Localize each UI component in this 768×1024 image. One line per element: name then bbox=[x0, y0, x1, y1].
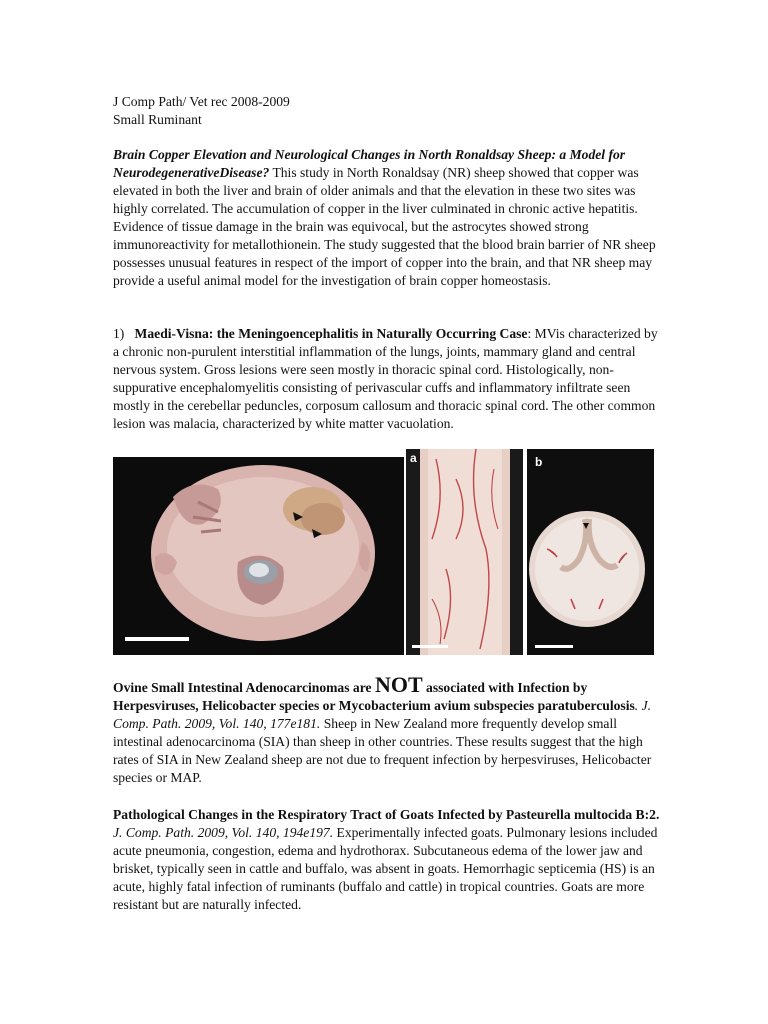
article-title-start: Ovine Small Intestinal Adenocarcinomas are bbox=[113, 680, 375, 695]
article-title-end: associated with Infection by Herpesviruses, Helicobacter species or Mycobacterium avium subspecies paratuberculosis bbox=[113, 680, 635, 713]
article-body: This study in North Ronaldsay (NR) sheep showed that copper was elevated in both the liver and brain of older animals and that the elevation in these two sites was highly correlated. The accumulation of copper in the liver culminated in chronic active hepatitis. Evidence of tissue damage in the brain was equivocal, but the astrocytes showed strong immunoreactivity for metallothionein. The study suggested that the blood brain barrier of NR sheep possesses unusual features in respect of the import of copper into the brain, and that NR sheep may provide a useful animal model for the investigation of brain copper homeostasis. bbox=[113, 165, 656, 288]
figure-label-b: b bbox=[535, 455, 543, 469]
document-header bbox=[113, 93, 661, 129]
figure-label-a: a bbox=[410, 451, 417, 465]
journal-line: J Comp Path/ Vet rec 2008-2009 bbox=[113, 94, 290, 109]
article-title: Pathological Changes in the Respiratory Tract of Goats Infected by Pasteurella multocida B:2. bbox=[113, 807, 660, 822]
article-ovine-sia bbox=[113, 672, 661, 787]
figure-brain-section-photo bbox=[113, 457, 404, 655]
article-brain-copper bbox=[113, 146, 661, 290]
article-body: : MVis characterized by a chronic non-purulent interstitial inflammation of the lungs, joints, mammary gland and central nervous system. Gross lesions were seen mostly in thoracic spinal cord. Histologically, non-suppurative encephalomyelitis consisting of perivascular cuffs and inflammatory infiltrate seen mostly in the cerebellar peduncles, corposum callosum and thoracic spinal cord. The other common lesion was malacia, characterized by white matter vacuolation. bbox=[113, 326, 658, 431]
article-citation: . J. Comp. Path. 2009, Vol. 140, 177e181. bbox=[113, 698, 652, 731]
list-number: 1) bbox=[113, 326, 125, 341]
article-maedi-visna bbox=[113, 325, 661, 433]
figure-cord-cross-section-photo bbox=[527, 449, 654, 655]
article-title-emphasis: NOT bbox=[374, 672, 423, 697]
article-goat-pasteurella bbox=[113, 806, 661, 914]
article-body: Experimentally infected goats. Pulmonary lesions included acute pneumonia, congestion, edema and hydrothorax. Subcutaneous edema of the lower jaw and brisket, typically seen in cattle and buffalo, was absent in goats. Hemorrhagic septicemia (HS) is an acute, highly fatal infection of ruminants (buffalo and cattle) in tropical countries. Goats are more resistant but are naturally infected. bbox=[113, 825, 658, 912]
section-line: Small Ruminant bbox=[113, 112, 202, 127]
article-citation: J. Comp. Path. 2009, Vol. 140, 194e197. bbox=[113, 825, 334, 840]
article-body: Sheep in New Zealand more frequently develop small intestinal adenocarcinoma (SIA) than sheep in other countries. These results suggest that the high rates of SIA in New Zealand sheep are not due to frequent infection by herpesviruses, Helicobacter species or MAP. bbox=[113, 716, 652, 785]
figure-spinal-cord-photo bbox=[406, 449, 523, 655]
article-title: Maedi-Visna: the Meningoencephalitis in Naturally Occurring Case bbox=[134, 326, 528, 341]
article-title: Brain Copper Elevation and Neurological Changes in North Ronaldsay Sheep: a Model for NeurodegenerativeDisease? bbox=[113, 147, 626, 180]
